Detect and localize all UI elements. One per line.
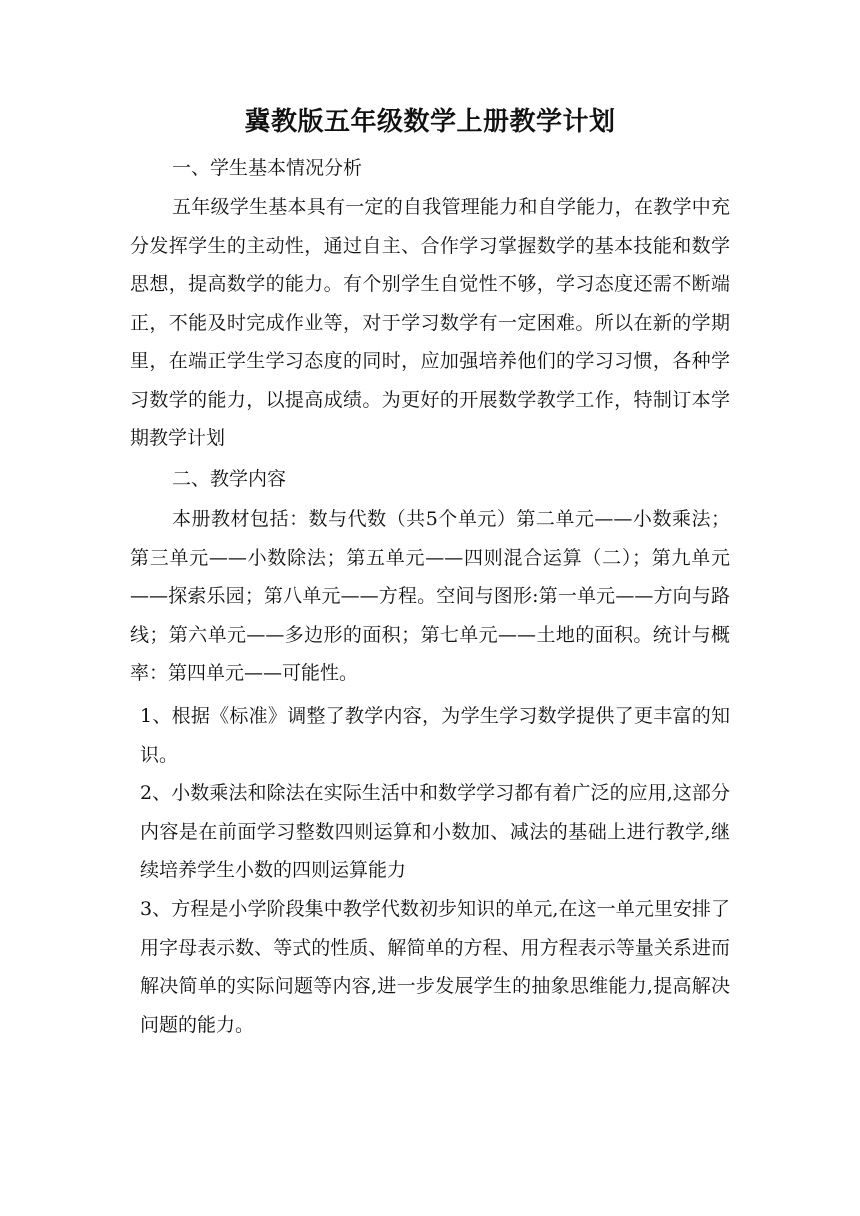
content-list-item: 2、小数乘法和除法在实际生活中和数学学习都有着广泛的应用,这部分内容是在前面学习整数四则运算和小数加、减法的基础上进行教学,继续培养学生小数的四则运算能力 <box>140 782 730 881</box>
section-heading-teaching-content: 二、教学内容 <box>172 468 287 490</box>
teaching-content-paragraph: 本册教材包括：数与代数（共5个单元）第二单元——小数乘法；第三单元——小数除法；第五单元——四则混合运算（二）；第九单元——探索乐园；第八单元——方程。空间与图形:第一单元——方向与路线；第六单元——多边形的面积；第七单元——土地的面积。统计与概率：第四单元——可能性。 <box>130 508 730 684</box>
section-heading-student-analysis: 一、学生基本情况分析 <box>172 157 363 179</box>
content-list-item: 1、根据《标准》调整了教学内容，为学生学习数学提供了更丰富的知识。 <box>140 705 730 766</box>
content-list-item: 3、方程是小学阶段集中教学代数初步知识的单元,在这一单元里安排了用字母表示数、等式的性质、解简单的方程、用方程表示等量关系进而解决简单的实际问题等内容,进一步发展学生的抽象思维能力,提高解决问题的能力。 <box>140 898 730 1036</box>
document-title: 冀教版五年级数学上册教学计划 <box>244 107 616 137</box>
student-analysis-paragraph: 五年级学生基本具有一定的自我管理能力和自学能力，在教学中充分发挥学生的主动性，通过自主、合作学习掌握数学的基本技能和数学思想，提高数学的能力。有个别学生自觉性不够，学习态度还需不断端正，不能及时完成作业等，对于学习数学有一定困难。所以在新的学期里，在端正学生学习态度的同时，应加强培养他们的学习习惯，各种学习数学的能力，以提高成绩。为更好的开展数学教学工作，特制订本学期教学计划 <box>130 196 730 449</box>
